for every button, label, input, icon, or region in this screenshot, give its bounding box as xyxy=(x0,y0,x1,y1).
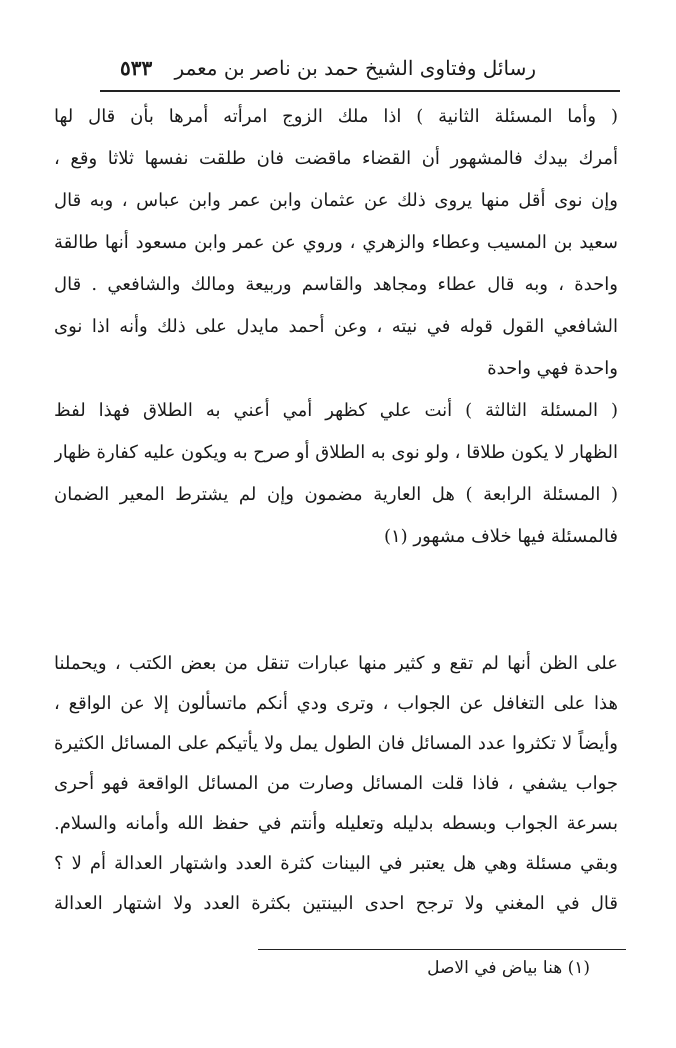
main-text-lower xyxy=(54,644,618,924)
text-line: الشافعي القول قوله في نيته ، وعن أحمد مايدل على ذلك وأنه اذا نوى xyxy=(54,316,618,337)
text-line: ( المسئلة الثالثة ) أنت علي كظهر أمي أعني به الطلاق فهذا لفظ xyxy=(54,400,618,421)
main-text-upper xyxy=(54,96,618,558)
text-line: الظهار لا يكون طلاقا ، ولو نوى به الطلاق أو صرح به ويكون عليه كفارة ظهار xyxy=(54,442,618,463)
footnote: (١) هنا بياض في الاصل xyxy=(427,958,590,978)
page-number: ٥٣٣ xyxy=(120,56,153,80)
text-line: وأيضاً لا تكثروا عدد المسائل فان الطول يمل ولا يأتيكم على المسائل الكثيرة xyxy=(54,733,618,754)
text-line: هذا على التغافل عن الجواب ، وترى ودي أنكم ماتسألون إلا عن الواقع ، xyxy=(54,693,618,714)
text-line: وإن نوى أقل منها يروى ذلك عن عثمان وابن عمر وابن عباس ، وبه قال xyxy=(54,190,618,211)
text-line: بسرعة الجواب وبسطه بدليله وتعليله وأنتم في حفظ الله وأمانه والسلام. xyxy=(54,813,618,834)
running-title: رسائل وفتاوى الشيخ حمد بن ناصر بن معمر xyxy=(174,56,536,80)
header-rule xyxy=(100,90,620,92)
text-line: جواب يشفي ، فاذا قلت المسائل وصارت من المسائل الواقعة فهو أحرى xyxy=(54,773,618,794)
text-line: على الظن أنها لم تقع و كثير منها عبارات تنقل من بعض الكتب ، ويحملنا xyxy=(54,653,618,674)
text-line: واحدة ، وبه قال عطاء ومجاهد والقاسم وربيعة ومالك والشافعي . قال xyxy=(54,274,618,295)
text-line: فالمسئلة فيها خلاف مشهور (١) xyxy=(383,526,618,547)
text-line: أمرك بيدك فالمشهور أن القضاء ماقضت فان طلقت نفسها ثلاثا وقع ، xyxy=(54,148,618,169)
text-line: وبقي مسئلة وهي هل يعتبر في البينات كثرة العدد واشتهار العدالة أم لا ؟ xyxy=(54,853,618,874)
footnote-rule xyxy=(258,949,626,950)
text-line: ( المسئلة الرابعة ) هل العارية مضمون وإن لم يشترط المعير الضمان xyxy=(54,484,618,505)
text-line: قال في المغني ولا ترجح احدى البينتين بكثرة العدد ولا اشتهار العدالة xyxy=(54,893,618,914)
text-line: سعيد بن المسيب وعطاء والزهري ، وروي عن عمر وابن مسعود أنها طالقة xyxy=(54,232,618,253)
page-header xyxy=(120,52,536,92)
text-line: واحدة فهي واحدة xyxy=(487,358,618,379)
text-line: ( وأما المسئلة الثانية ) اذا ملك الزوج امرأته أمرها بأن قال لها xyxy=(54,106,618,127)
